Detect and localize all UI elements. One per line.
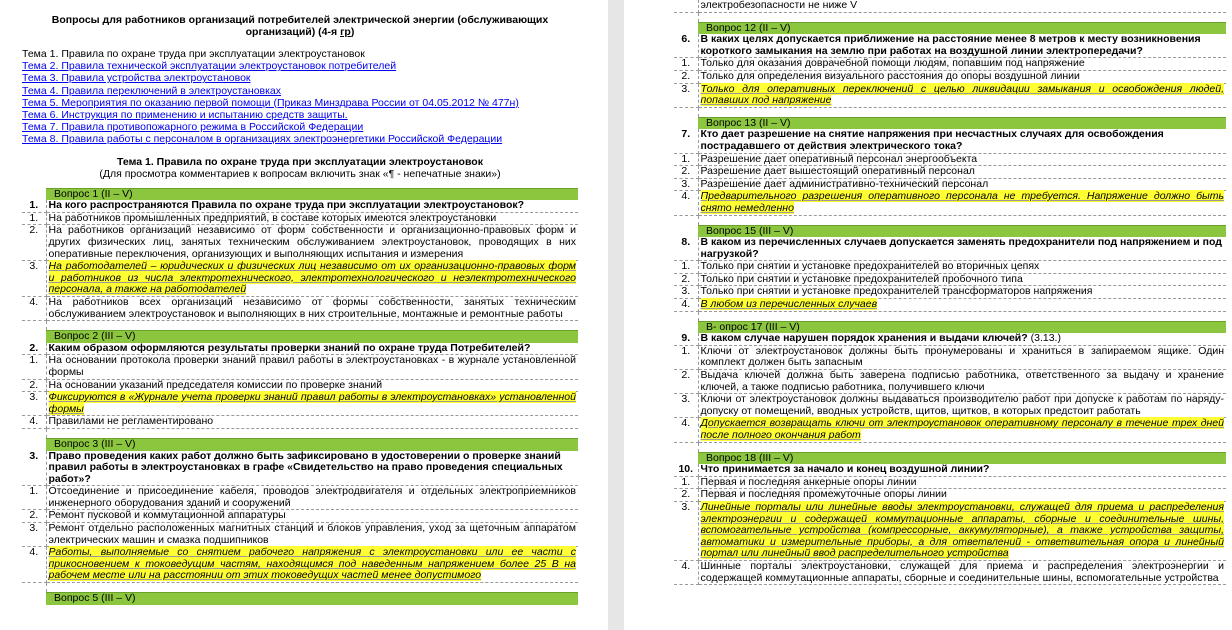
answer-row: 1. Ключи от электроустановок должны быть пронумерованы и храниться в запираемом ящике. Один комплект должен быть запасным (674, 345, 1226, 369)
document-page-left (0, 0, 608, 630)
question-row: 7. Кто дает разрешение на снятие напряжения при несчастных случаях для освобождения пострадавшего от действия электрического тока? (674, 129, 1226, 153)
answer-row-correct: 3. На работодателей – юридических и физических лиц независимо от их организационно-правовых форм и работников из числа электротехнического, электротехнологического и неэлектротехнического персонала, а также на работодателей (22, 261, 578, 297)
question-header-row: Вопрос 5 (III – V) (22, 593, 578, 605)
answer-row-correct: 3. Линейные порталы или линейные вводы электроустановки, служащей для приема и распределения электроэнергии и содержащей коммутационные аппараты, сборные и соединительные шины, вспомогательные устройства (компрессорные, аккумуляторные), а также устройства защиты, автоматики и измерительные приборы, а для ответвлений - ответвительная опора и линейный портал или линейный ввод распределительного устройства (674, 501, 1226, 560)
toc-link[interactable]: Тема 5. Мероприятия по оказанию первой помощи (Приказ Минздрава России от 04.05.2012 № 477н) (22, 96, 519, 109)
question-header-row: Вопрос 1 (II – V) (22, 188, 578, 200)
question-header-row: В- опрос 17 (III – V) (674, 321, 1226, 333)
answer-row: 1. Только при снятии и установке предохранителей во вторичных цепях (674, 261, 1226, 274)
toc-link[interactable]: Тема 3. Правила устройства электроустановок (22, 72, 251, 85)
toc-link[interactable]: Тема 4. Правила переключений в электроустановках (22, 84, 282, 97)
answer-row-correct: 4. Допускается возвращать ключи от электроустановок оперативному персоналу в течение трех дней после полного окончания работ (674, 418, 1226, 442)
answer-row: 2. Ремонт пусковой и коммутационной аппаратуры (22, 510, 578, 523)
question-row: 2. Каким образом оформляются результаты проверки знаний по охране труда Потребителей? (22, 343, 578, 355)
section-note: (Для просмотра комментариев к вопросам включить знак «¶ - непечатные знаки») (99, 167, 501, 180)
questions-table-left (22, 188, 578, 605)
question-row: 3. Право проведения каких работ должно быть зафиксировано в удостоверении о проверке знаний правил работы в электроустановках в графе «Свидетельство на право проведения специальных работ»? (22, 451, 578, 486)
answer-row: 2. Только для определения визуального расстояния до опоры воздушной линии (674, 70, 1226, 83)
answer-row-correct: 3. Фиксируются в «Журнале учета проверки знаний правил работы в электроустановках» установленной формы (22, 392, 578, 416)
document-title: Вопросы для работников организаций потребителей электрической энергии (обслуживающих организаций) (4-я гр) (51, 14, 549, 38)
answer-row: 3. Ремонт отдельно расположенных магнитных станций и блоков управления, уход за щеточным аппаратом электрических машин и смазка подшипников (22, 523, 578, 547)
answer-row: 3. Только при снятии и установке предохранителей трансформаторов напряжения (674, 286, 1226, 299)
question-row: 8. В каком из перечисленных случаев допускается заменять предохранители под напряжением и под нагрузкой? (674, 237, 1226, 261)
answer-row-correct: 4. В любом из перечисленных случаев (674, 299, 1226, 312)
question-row: 1. На кого распространяются Правила по охране труда при эксплуатации электроустановок? (22, 200, 578, 212)
answer-row: 1. На работников промышленных предприятий, в составе которых имеются электроустановки (22, 212, 578, 225)
question-header-row: Вопрос 18 (III – V) (674, 452, 1226, 464)
question-header-row: Вопрос 13 (II – V) (674, 117, 1226, 129)
answer-row: 1. Разрешение дает оперативный персонал энергообъекта (674, 153, 1226, 166)
answer-row: 1. Первая и последняя анкерные опоры линии (674, 476, 1226, 489)
question-row: 10. Что принимается за начало и конец воздушной линии? (674, 464, 1226, 476)
question-row: 6. В каких целях допускается приближение на расстояние менее 8 метров к месту возникновения короткого замыкания на землю при работах на воздушной линии электропередачи? (674, 34, 1226, 58)
answer-row: 2. На работников организаций независимо от форм собственности и организационно-правовых форм и других физических лиц, занятых техническим обслуживанием электроустановок, проводящих в них оперативные переключения, организующих и выполняющих испытания и измерения (22, 225, 578, 261)
answer-row: 3. Ключи от электроустановок должны выдаваться производителю работ при допуске к работам по наряду-допуску от помещений, вводных устройств, щитов, щитков, в которых предстоит работать (674, 394, 1226, 418)
answer-row: 2. Выдача ключей должна быть заверена подписью работника, ответственного за выдачу и хранение ключей, а также подписью работника, получившего ключи (674, 370, 1226, 394)
answer-row: 1. Только для оказания доврачебной помощи людям, попавшим под напряжение (674, 58, 1226, 71)
question-header-row: Вопрос 2 (III – V) (22, 331, 578, 343)
question-row: 9. В каком случае нарушен порядок хранения и выдачи ключей? (3.13.) (674, 333, 1226, 345)
toc-link[interactable]: Тема 7. Правила противопожарного режима в Российской Федерации (22, 121, 364, 134)
answer-row: 2. На основании указаний председателя комиссии по проверке знаний (22, 379, 578, 392)
toc-link[interactable]: Тема 8. Правила работы с персоналом в организациях электроэнергетики Российской Федерации (22, 133, 503, 146)
answer-row: 4. На работников всех организаций независимо от формы собственности, занятых техническим обслуживанием электроустановок и выполняющих в них строительные, монтажные и ремонтные работы (22, 296, 578, 320)
toc-link[interactable]: Тема 2. Правила технической эксплуатации электроустановок потребителей (22, 60, 397, 73)
answer-row: 1. Отсоединение и присоединение кабеля, проводов электродвигателя и отдельных электроприемников инженерного оборудования зданий и сооружений (22, 486, 578, 510)
table-of-contents (22, 48, 578, 146)
questions-table-right (674, 0, 1226, 585)
answer-row-correct: 4. Предварительного разрешения оперативного персонала не требуется. Напряжение должно быть снято немедленно (674, 191, 1226, 215)
answer-row: 1. На основании протокола проверки знаний правил работы в электроустановках - в журнале установленной формы (22, 355, 578, 379)
answer-row: 2. Только при снятии и установке предохранителей пробочного типа (674, 273, 1226, 286)
answer-row-continued: электробезопасности не ниже V (674, 0, 1226, 12)
answer-row-correct: 4. Работы, выполняемые со снятием рабочего напряжения с электроустановки или ее части с прикосновением к токоведущим частям, находящимся под наведенным напряжением более 25 В на рабочем месте или на расстоянии от этих токоведущих частей менее допустимого (22, 547, 578, 583)
answer-row: 4. Шинные порталы электроустановки, служащей для приема и распределения электроэнергии и содержащей коммутационные аппараты, сборные и соединительные шины, вспомогательные устройства (674, 560, 1226, 584)
question-header-row: Вопрос 12 (II – V) (674, 22, 1226, 34)
question-header-row: Вопрос 15 (III – V) (674, 225, 1226, 237)
answer-row: 3. Разрешение дает административно-технический персонал (674, 178, 1226, 191)
toc-item: Тема 1. Правила по охране труда при эксплуатации электроустановок (22, 48, 365, 60)
answer-row: 2. Разрешение дает вышестоящий оперативный персонал (674, 166, 1226, 179)
answer-row-correct: 3. Только для оперативных переключений с целью ликвидации замыкания и освобождения людей, попавших под напряжение (674, 83, 1226, 107)
toc-link[interactable]: Тема 6. Инструкция по применению и испытанию средств защиты. (22, 109, 348, 122)
question-header-row: Вопрос 3 (III – V) (22, 438, 578, 450)
document-page-right (624, 0, 1232, 630)
answer-row: 4. Правилами не регламентировано (22, 416, 578, 429)
section-heading (22, 156, 578, 180)
section-title: Тема 1. Правила по охране труда при эксплуатации электроустановок (117, 155, 483, 168)
answer-row: 2. Первая и последняя промежуточные опоры линии (674, 489, 1226, 502)
